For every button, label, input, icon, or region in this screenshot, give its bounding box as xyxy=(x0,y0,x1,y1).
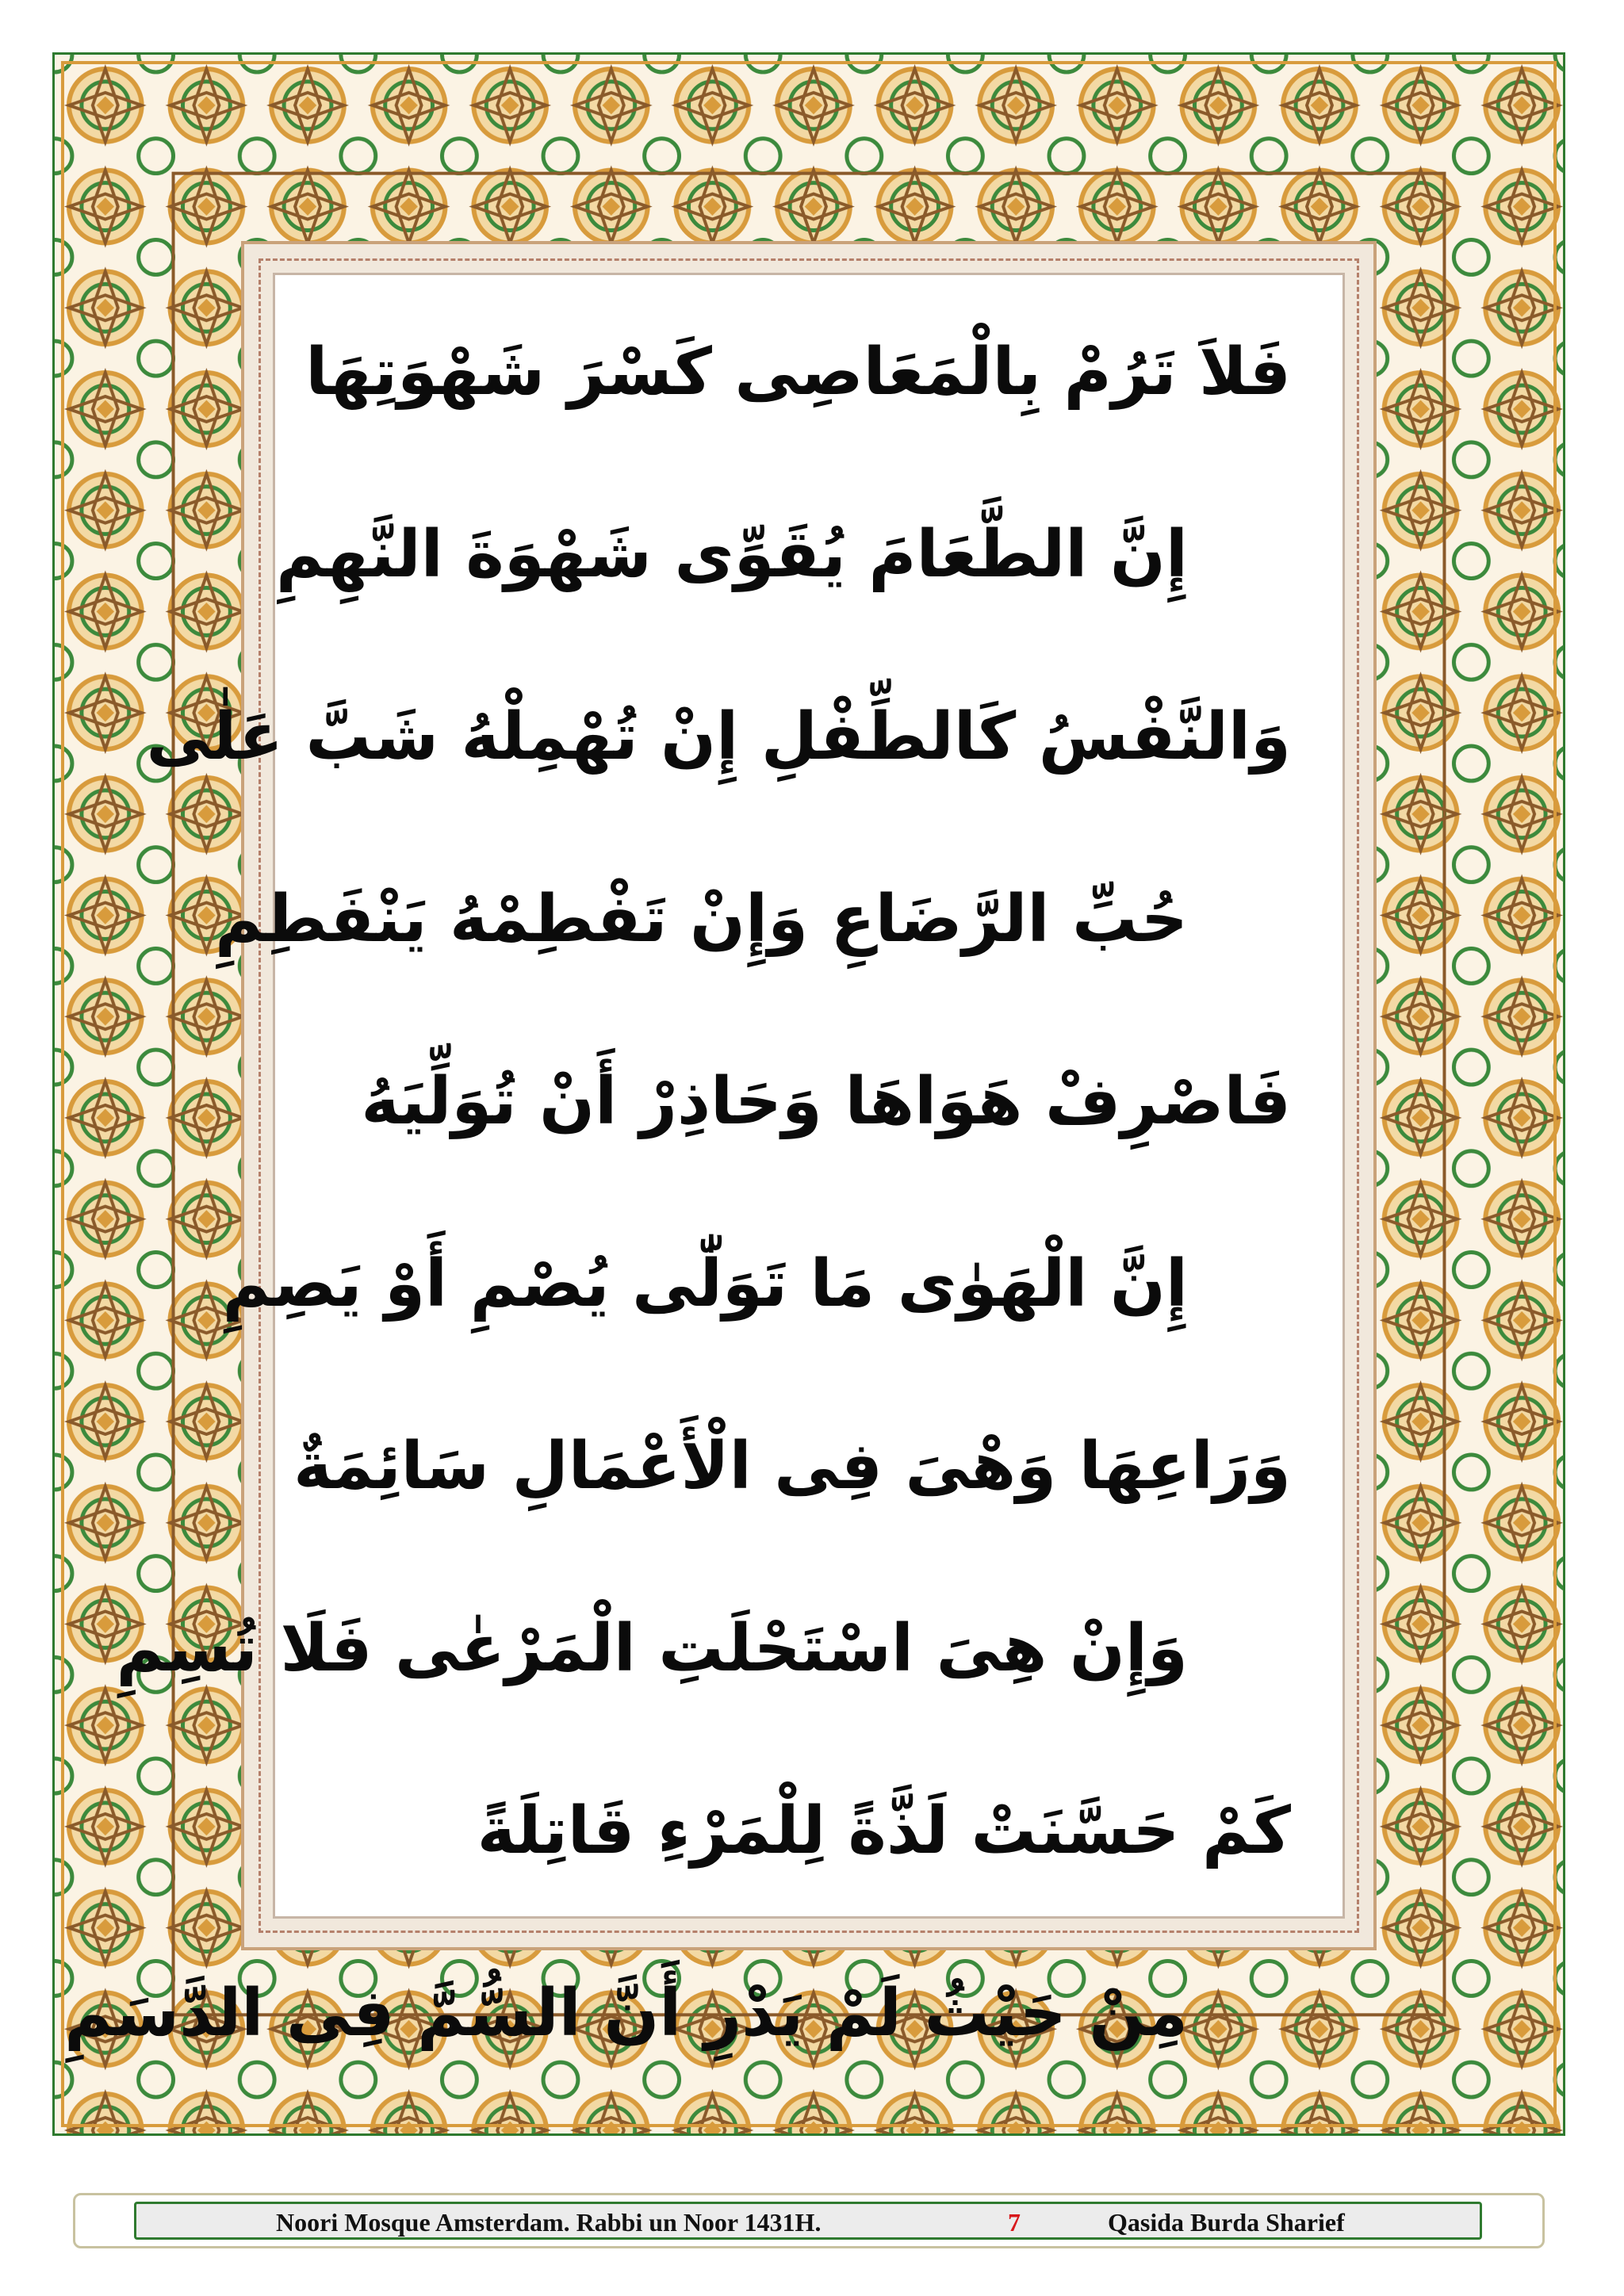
verse-line: وَالنَّفْسُ كَالطِّفْلِ إِنْ تُهْمِلْهُ شَبَّ عَلٰى xyxy=(146,699,1291,775)
verse-line: فَاصْرِفْ هَوَاهَا وَحَاذِرْ أَنْ تُوَلِّيَهُ xyxy=(361,1064,1291,1139)
verse-line: فَلاَ تَرُمْ بِالْمَعَاصِى كَسْرَ شَهْوَتِهَا xyxy=(305,335,1291,410)
verse-line: مِنْ حَيْثُ لَمْ يَدْرِ أَنَّ السُّمَّ فِى الدَّسَمِ xyxy=(64,1976,1188,2051)
verse-line: كَمْ حَسَّنَتْ لَذَّةً لِلْمَرْءِ قَاتِلَةً xyxy=(477,1793,1291,1869)
page-number: 7 xyxy=(1008,2208,1021,2237)
footer-title: Qasida Burda Sharief xyxy=(1108,2208,1345,2237)
footer-publisher: Noori Mosque Amsterdam. Rabbi un Noor 1431H. xyxy=(276,2208,822,2237)
footer xyxy=(73,2193,1545,2248)
verse-line: إِنَّ الْهَوٰى مَا تَوَلّٰى يُصْمِ أَوْ يَصِمِ xyxy=(222,1246,1188,1322)
verse-line: وَرَاعِهَا وَهْىَ فِى الْأَعْمَالِ سَائِمَةٌ xyxy=(293,1429,1291,1504)
verse-line: وَإِنْ هِىَ اسْتَحْلَتِ الْمَرْعٰى فَلَا تُسِمِ xyxy=(116,1611,1188,1686)
verse-line: حُبِّ الرَّضَاعِ وَإِنْ تَفْطِمْهُ يَنْفَطِمِ xyxy=(215,882,1188,957)
footer-bar xyxy=(134,2202,1482,2240)
verse-line: إِنَّ الطَّعَامَ يُقَوِّى شَهْوَةَ النَّهِمِ xyxy=(275,517,1188,592)
